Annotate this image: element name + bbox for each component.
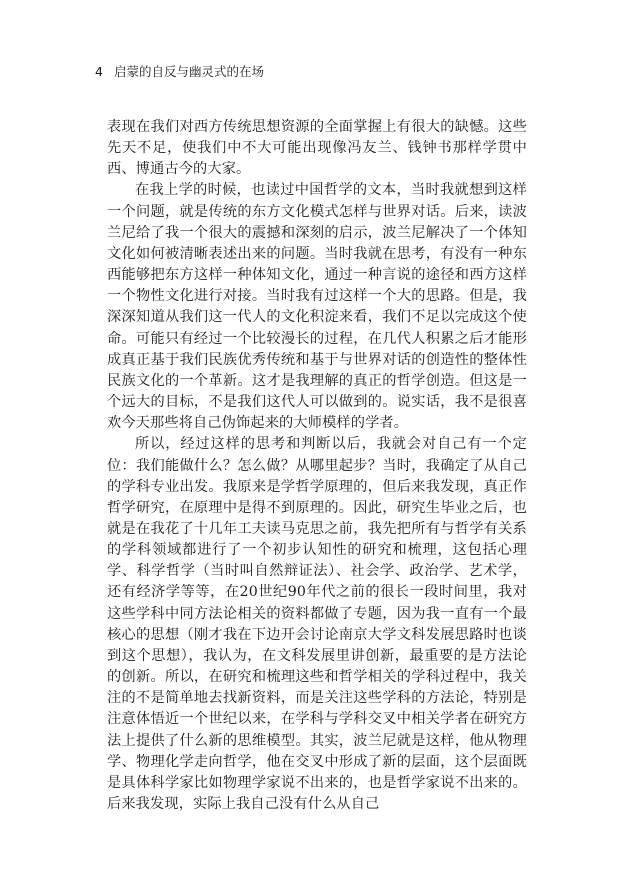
body-text <box>107 117 527 815</box>
paragraph-2: 在我上学的时候，也读过中国哲学的文本，当时我就想到这样一个问题，就是传统的东方文化模式怎样与世界对话。后来，读波兰尼给了我一个很大的震撼和深刻的启示，波兰尼解决了一个体知文化如何被清晰表述出来的问题。当时我就在思考，有没有一种东西能够把东方这样一种体知文化，通过一种言说的途径和西方这样一个物性文化进行对接。当时我有过这样一个大的思路。但是，我深深知道从我们这一代人的文化积淀来看，我们不足以完成这个使命。可能只有经过一个比较漫长的过程，在几代人积累之后才能形成真正基于我们民族优秀传统和基于与世界对话的创造性的整体性民族文化的一个革新。这才是我理解的真正的哲学创造。但这是一个远大的目标，不是我们这代人可以做到的。说实话，我不是很喜欢今天那些将自己伪饰起来的大师模样的学者。 <box>107 182 527 432</box>
page-number: 4 <box>95 64 103 79</box>
running-title: 启蒙的自反与幽灵式的在场 <box>113 64 264 79</box>
paragraph-1: 表现在我们对西方传统思想资源的全面掌握上有很大的缺憾。这些先天不足，使我们中不大可能出现像冯友兰、钱钟书那样学贯中西、博通古今的大家。 <box>107 119 527 178</box>
running-header <box>95 64 264 80</box>
paragraph-3: 所以，经过这样的思考和判断以后，我就会对自己有一个定位：我们能做什么？怎么做？从哪里起步？当时，我确定了从自己的学科专业出发。我原来是学哲学原理的，但后来我发现，真正作哲学研究，在原理中是得不到原理的。因此，研究生毕业之后，也就是在我花了十几年工夫读马克思之前，我先把所有与哲学有关系的学科领域都进行了一个初步认知性的研究和梳理，这包括心理学、科学哲学（当时叫自然辩证法）、社会学、政治学、艺术学，还有经济学等等，在20世纪90年代之前的很长一段时间里，我对这些学科中同方法论相关的资料都做了专题，因为我一直有一个最核心的思想（刚才我在下边开会讨论南京大学文科发展思路时也谈到这个思想），我认为，在文科发展里讲创新，最重要的是方法论的创新。所以，在研究和梳理这些和哲学相关的学科过程中，我关注的不是简单地去找新资料，而是关注这些学科的方法论，特别是注意体悟近一个世纪以来，在学科与学科交叉中相关学者在研究方法上提供了什么新的思维模型。其实，波兰尼就是这样，他从物理学、物理化学走向哲学，他在交叉中形成了新的层面，这个层面既是具体科学家比如物理学家说不出来的，也是哲学家说不出来的。后来我发现，实际上我自己没有什么从自己 <box>107 436 527 812</box>
